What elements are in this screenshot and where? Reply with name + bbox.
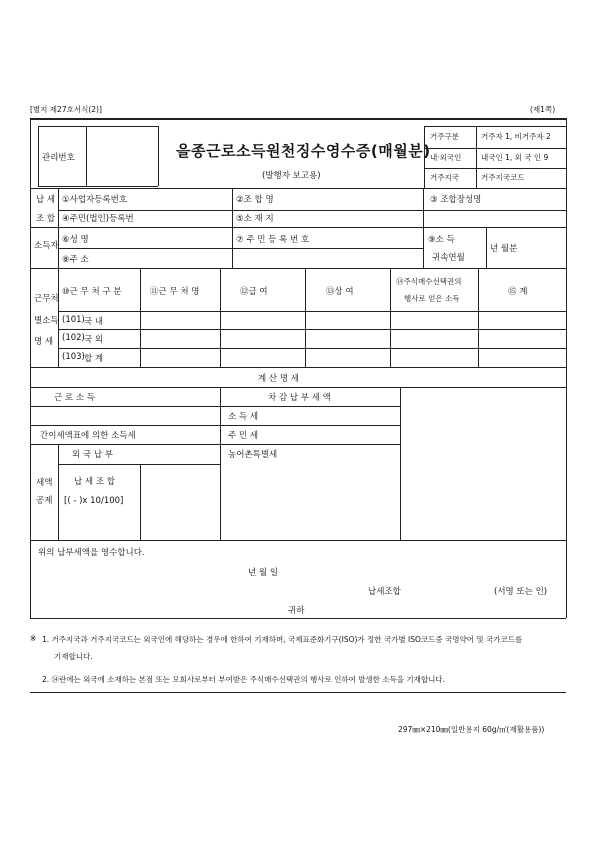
- table-vline-58a: [58, 188, 59, 367]
- note-2: 2. ⑭란에는 외국에 소재하는 본점 또는 모회사로부터 부여받은 주식매수선택권의 행사로 인하여 발생한 소득을 기재합니다.: [42, 675, 446, 684]
- table-line-348: [58, 348, 566, 349]
- page-number: (제1쪽): [530, 105, 556, 114]
- nationality-label: 내·외국인: [430, 153, 462, 162]
- row-domestic-label: 국 내: [84, 317, 104, 327]
- row-total-code: (103): [62, 352, 85, 362]
- work-side-label-2: 별소득: [34, 316, 59, 326]
- col-work-place: ⑪근 무 처 명: [150, 287, 200, 297]
- receipt-to-label: 귀하: [288, 606, 305, 616]
- corp-reg-no-label: ④주민(법인)등록번: [62, 214, 134, 224]
- residency-row-line-2: [424, 168, 566, 169]
- paper-spec: 297㎜×210㎜(일반용지 60g/㎡(재활용품)): [398, 725, 545, 734]
- row-total-label: 합 계: [84, 354, 104, 364]
- table-line-425: [30, 425, 400, 426]
- receipt-date: 년 월 일: [248, 568, 279, 578]
- table-line-618: [30, 618, 566, 619]
- residency-box-left: [424, 126, 425, 188]
- earner-group-label: 소득자: [34, 241, 59, 251]
- table-line-367: [30, 367, 566, 368]
- residency-row-line-1: [424, 148, 566, 149]
- frame-top-border: [30, 118, 566, 120]
- union-group-label-2: 조 합: [36, 214, 56, 224]
- table-line-406: [30, 406, 400, 407]
- union-head-label: ③ 조합장성명: [430, 195, 482, 205]
- table-vline-220a: [220, 268, 221, 367]
- table-vline-140b: [140, 464, 141, 540]
- income-year-label-1: ⑨소 득: [428, 235, 455, 245]
- col-stock-option-1: ⑭주식매수선택권의: [396, 277, 462, 286]
- residence-country-label: 거주지국: [430, 173, 459, 182]
- income-year-label-2: 귀속연월: [432, 253, 465, 263]
- table-line-444b: [220, 444, 400, 445]
- table-line-268: [30, 268, 566, 269]
- table-line-311: [58, 311, 566, 312]
- frame-right-border: [566, 118, 567, 618]
- income-tax-label: 소 득 세: [228, 412, 259, 422]
- table-vline-400: [400, 387, 401, 540]
- col-pay: ⑫급 여: [240, 287, 268, 297]
- residency-box-top: [424, 126, 566, 127]
- mgmt-number-label: 관리번호: [42, 153, 75, 163]
- special-rural-tax-label: 농어촌특별세: [228, 450, 278, 460]
- mgmt-box-left: [38, 126, 39, 186]
- table-vline-220b: [220, 387, 221, 540]
- mgmt-box-bottom: [38, 186, 158, 187]
- earner-resident-no-label: ⑦ 주 민 등 록 번 호: [236, 235, 310, 245]
- receipt-statement: 위의 납부세액을 영수합니다.: [38, 548, 145, 558]
- table-vline-305: [305, 268, 306, 367]
- note-1-line-a: 1. 거주지국과 거주지국코드는 외국인에 해당하는 경우에 한하여 기재하며, 국제표준화기구(ISO)가 정한 국가별 ISO코드중 국명약어 및 국가코드를: [42, 635, 523, 644]
- nationality-value: 내국인 1, 외 국 인 9: [481, 153, 549, 162]
- col-work-type: ⑩근 무 처 구 분: [62, 287, 122, 297]
- union-address-label: ⑤소 재 지: [236, 214, 274, 224]
- union-payment-formula: [( - )x 10/100]: [64, 496, 124, 506]
- earner-address-label: ⑧주 소: [62, 255, 89, 265]
- form-subtitle: (발행자 보고용): [262, 171, 321, 181]
- mgmt-box-divider: [86, 126, 87, 186]
- work-side-label-1: 근무처: [34, 294, 59, 304]
- receipt-sign-label: (서명 또는 인): [494, 587, 548, 597]
- income-year-value: 년 월분: [490, 244, 518, 254]
- notes-bottom-border: [30, 692, 566, 693]
- earned-income-label: 근 로 소 득: [54, 393, 95, 403]
- col-bonus: ⑬상 여: [326, 287, 354, 297]
- table-vline-423b: [423, 227, 424, 268]
- table-line-210: [58, 210, 566, 211]
- table-vline-58b: [58, 444, 59, 540]
- table-line-387: [30, 387, 566, 388]
- table-vline-140: [140, 268, 141, 367]
- table-line-329: [58, 329, 566, 330]
- receipt-payer-label: 납세조합: [368, 587, 401, 597]
- row-foreign-code: (102): [62, 333, 85, 343]
- residency-type-label: 거주구분: [430, 132, 459, 141]
- table-vline-232: [232, 188, 233, 268]
- foreign-paid-label: 외 국 납 부: [72, 450, 113, 460]
- union-name-label: ②조 합 명: [236, 195, 274, 205]
- residence-country-code-label: 거주지국코드: [481, 173, 525, 182]
- row-foreign-label: 국 외: [84, 335, 104, 345]
- work-side-label-3: 명 세: [34, 337, 54, 347]
- difference-tax-label: 차 감 납 부 세 액: [268, 393, 331, 403]
- table-line-188: [30, 188, 566, 189]
- row-domestic-code: (101): [62, 315, 85, 325]
- tax-deduction-label-2: 공제: [36, 496, 53, 506]
- table-line-464: [58, 464, 220, 465]
- table-vline-486: [486, 227, 487, 268]
- simplified-table-tax-label: 간이세액표에 의한 소득세: [40, 431, 136, 441]
- mgmt-box-top: [38, 126, 158, 127]
- mgmt-box-right: [158, 126, 159, 186]
- form-number: [별지 제27호서식(2)]: [30, 105, 102, 114]
- table-line-248: [58, 248, 423, 249]
- notes-star: ※: [30, 634, 37, 643]
- col-stock-option-2: 행사로 얻은 소득: [404, 294, 460, 303]
- col-total: ⑮ 계: [508, 287, 528, 297]
- table-vline-390: [390, 268, 391, 367]
- table-vline-423a: [423, 188, 424, 227]
- biz-reg-no-label: ①사업자등록번호: [62, 195, 128, 205]
- resident-tax-label: 주 민 세: [228, 431, 259, 441]
- tax-deduction-label-1: 세액: [36, 478, 53, 488]
- union-payment-label: 납 세 조 합: [74, 477, 115, 487]
- union-group-label-1: 납 세: [36, 195, 56, 205]
- residency-type-value: 거주자 1, 비거주자 2: [481, 132, 551, 141]
- table-vline-478: [478, 268, 479, 367]
- frame-left-border: [30, 118, 31, 618]
- form-title: 을종근로소득원천징수영수증(매월분): [176, 142, 431, 160]
- note-1-line-b: 기재합니다.: [54, 652, 93, 661]
- earner-name-label: ⑥성 명: [62, 235, 89, 245]
- table-line-540: [30, 540, 566, 541]
- residency-box-divider: [476, 126, 477, 188]
- calc-section-title: 계 산 명 세: [258, 374, 299, 384]
